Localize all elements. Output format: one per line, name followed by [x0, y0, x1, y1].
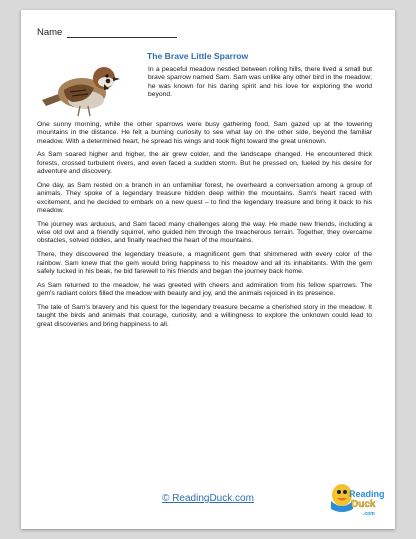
name-label: Name	[37, 27, 63, 38]
logo-duck: Duck	[351, 499, 376, 510]
name-field	[37, 27, 177, 38]
story-paragraph-3: As Sam soared higher and higher, the air grew colder, and the landscape changed. He encountered thick forests, crossed turbulent rivers, and even faced a sudden storm. But he pressed on, fueled by his desire for adventure and discovery.	[37, 151, 372, 176]
logo-com: .com	[363, 511, 375, 517]
story-paragraph-2: One sunny morning, while the other sparrows were busy gathering food, Sam gazed up at the towering mountains in the distance. He felt a burning curiosity to see what lay on the other side, beyond the familiar meadow. With a determined heart, he spread his wings and took flight toward the great unknown.	[37, 121, 372, 145]
footer-link-text[interactable]: © ReadingDuck.com	[162, 493, 254, 504]
reading-duck-logo	[327, 475, 385, 523]
worksheet-page	[21, 10, 395, 529]
story-paragraph-5: The journey was arduous, and Sam faced many challenges along the way. He made new friends, including a wise old owl and a friendly squirrel, who guided him through the treacherous terrain. Together, they overcame obstacles, solved riddles, and finally reached the heart of the mountains.	[37, 220, 372, 245]
name-line	[67, 28, 177, 38]
story-title: The Brave Little Sparrow	[147, 51, 249, 61]
story-body	[37, 121, 372, 334]
logo-reading: Reading	[349, 489, 385, 499]
story-paragraph-6: There, they discovered the legendary treasure, a magnificent gem that shimmered with every color of the rainbow. Sam knew that the gem would bring happiness to his meadow and all its inhabitants. With the gem safely tucked in his beak, he bid farewell to his friends and began the journey back home.	[37, 251, 372, 275]
story-paragraph-8: The tale of Sam's bravery and his quest for the legendary treasure became a cherished story in the meadow. It taught the birds and animals that courage, curiosity, and a willingness to explore the unknown could lead to great discoveries and bring happiness to all.	[37, 303, 372, 328]
story-paragraph-4: One day, as Sam rested on a branch in an unfamiliar forest, he overheard a conversation among a group of animals. They spoke of a legendary treasure hidden deep within the mountains. Sam's heart raced with excitement, and he decided to embark on a new quest – to find the legendary treasure and bring it back to his meadow.	[37, 181, 372, 214]
sparrow-illustration	[34, 48, 134, 123]
story-paragraph-7: As Sam returned to the meadow, he was greeted with cheers and admiration from his fellow sparrows. The gem's radiant colors filled the meadow with beauty and joy, and the animals rejoiced in its presence.	[37, 281, 372, 298]
story-paragraph-1: In a peaceful meadow nestled between rolling hills, there lived a small but brave sparrow named Sam. Sam was unlike any other bird in the meadow; he was known for his daring spirit and his love for exploring the world beyond.	[148, 66, 372, 98]
